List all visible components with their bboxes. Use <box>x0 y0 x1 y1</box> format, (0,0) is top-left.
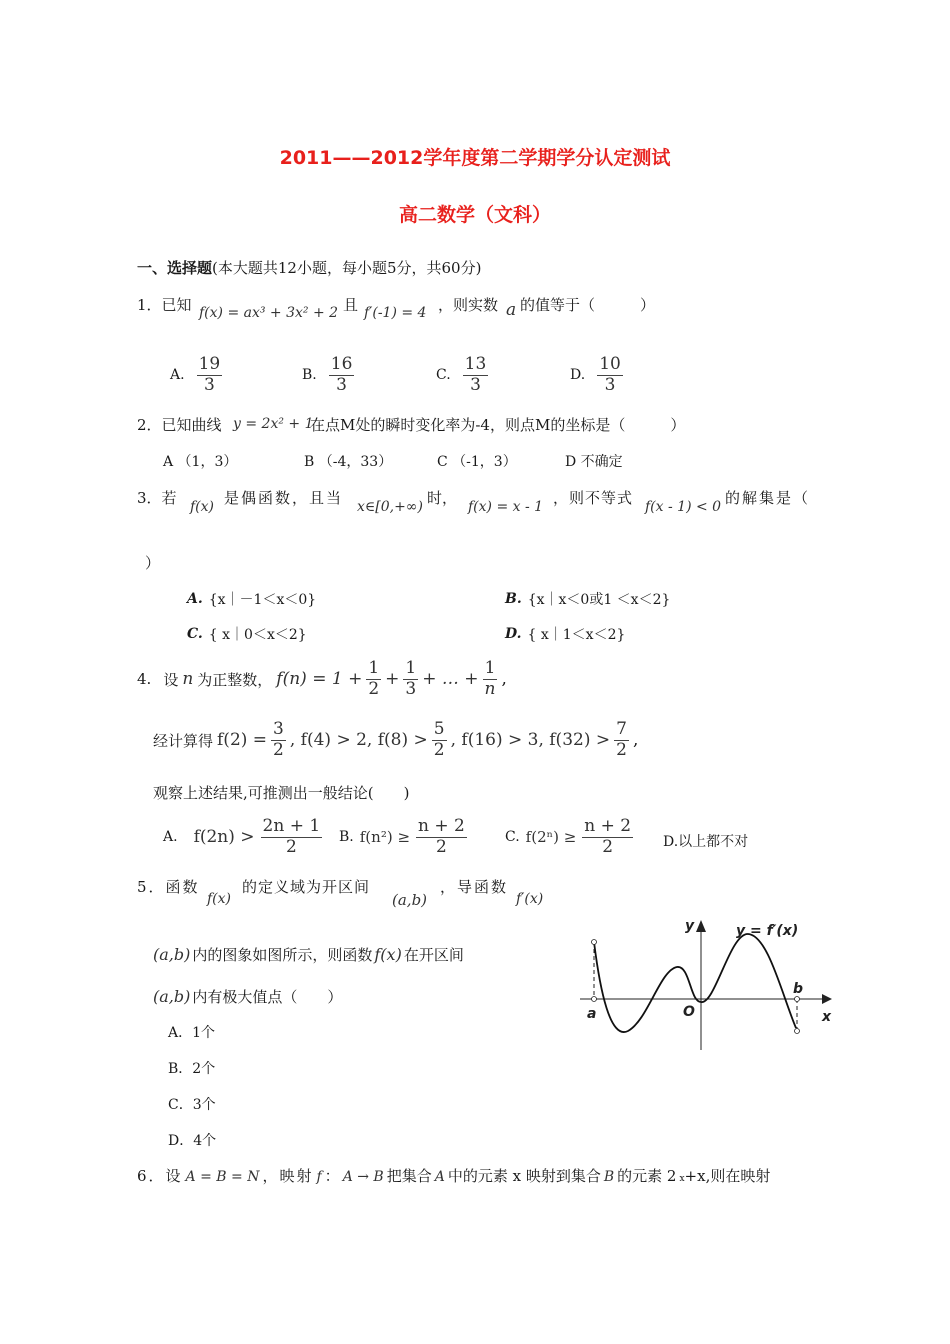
q3-option-d-label: D. <box>505 626 522 642</box>
q4-option-d[interactable]: D.以上都不对 <box>663 834 749 850</box>
q1-option-c-frac <box>463 355 489 395</box>
q4-frac-half <box>366 659 381 699</box>
q1-option-b-num: 16 <box>330 354 353 374</box>
q3-close: ） <box>145 554 161 572</box>
q4-option-a-num: 2n + 1 <box>262 816 321 836</box>
q5-f: f(x) <box>207 891 232 907</box>
endpoint-b-curve <box>795 1029 800 1034</box>
q4-option-b-num: n + 2 <box>418 816 465 836</box>
endpoint-a-axis <box>592 997 597 1002</box>
q4-option-b-label: B. <box>339 829 354 846</box>
q3-option-a-text: {x｜－1＜x＜0} <box>208 592 317 608</box>
q6-number: 6．设 <box>137 1167 183 1185</box>
q4-t1: 设 <box>163 670 179 689</box>
q1-option-c[interactable] <box>436 355 488 395</box>
graph-b-label: b <box>793 981 804 997</box>
q1-option-d-num: 10 <box>599 354 621 374</box>
q4-mid2: , f(16) > 3, f(32) > <box>450 730 611 751</box>
q4-comma: , <box>501 669 507 690</box>
q3-option-d[interactable] <box>505 624 625 644</box>
q4-option-a-expr: f(2n) > <box>193 827 255 848</box>
q6-B: B <box>603 1169 615 1185</box>
q6-A: A <box>434 1169 445 1185</box>
x-axis-arrow <box>822 994 832 1004</box>
q4-number: 4. <box>137 670 152 689</box>
q4-option-b-frac <box>416 817 467 857</box>
q4-n: n <box>182 669 194 690</box>
q4-frac-third <box>403 659 418 699</box>
q4-option-c-expr: f(2ⁿ) ≥ <box>525 828 577 847</box>
q5-option-d[interactable]: D．4个 <box>168 1133 217 1149</box>
q4-frac-n-num: 1 <box>484 658 496 678</box>
q6-sets: A = B = N <box>185 1169 260 1185</box>
q2-text: 在点M处的瞬时变化率为-4，则点M的坐标是（ ） <box>310 416 686 434</box>
q5-line2-f: f(x) <box>374 945 402 964</box>
q1-option-b-den: 3 <box>336 374 347 395</box>
q5-fprime: f′(x) <box>516 891 544 907</box>
q4-frac-7-2 <box>614 720 629 760</box>
q3-t1: 是偶函数，且当 <box>224 489 344 507</box>
q6-f: f <box>316 1169 322 1185</box>
q1-and: 且 <box>343 296 359 314</box>
q1-condition: f′(-1) = 4 <box>364 305 427 321</box>
section-title: 一、选择题 <box>137 259 213 277</box>
q3-option-a[interactable] <box>187 589 316 609</box>
q5-t1: 的定义域为开区间 <box>242 878 371 896</box>
q6-t4: 中的元素 x 映射到集合 <box>447 1167 601 1185</box>
q4-option-b-expr: f(n²) ≥ <box>359 828 411 847</box>
q4-frac-5-2-num: 5 <box>433 719 445 739</box>
q4-frac-n <box>483 659 498 699</box>
exam-subtitle: 高二数学（文科） <box>398 204 551 226</box>
q4-t2: 为正整数， <box>197 670 273 689</box>
q4-line2-comma: , <box>632 730 639 751</box>
graph-curve-label: y = f′(x) <box>736 923 799 939</box>
q4-option-a-den: 2 <box>285 836 297 857</box>
q2-option-d[interactable]: D 不确定 <box>565 454 623 470</box>
q4-dots: + … + <box>422 669 479 690</box>
q4-frac-7-2-den: 2 <box>616 739 627 760</box>
q4-f2: f(2) = <box>217 730 268 751</box>
q4-plus: + <box>385 669 400 690</box>
q3-option-c[interactable] <box>187 624 307 644</box>
q1-option-d-frac <box>597 355 623 395</box>
q5-line2-a: (a,b) <box>153 945 191 964</box>
q4-option-b-den: 2 <box>436 836 447 857</box>
q6-exp: x <box>679 1174 685 1184</box>
q4-frac-half-num: 1 <box>368 658 380 678</box>
q4-fn: f(n) = 1 + <box>276 669 363 690</box>
q4-frac-5-2 <box>432 720 447 760</box>
q3-def: f(x) = x - 1 <box>468 499 544 515</box>
q4-frac-half-den: 2 <box>368 678 380 699</box>
q1-option-d-label: D. <box>570 367 586 384</box>
q6-t2: ： <box>324 1167 340 1185</box>
q6-t3: 把集合 <box>386 1167 432 1185</box>
q5-line2-text: 内的图象如图所示，则函数 <box>192 946 373 964</box>
q5-line3-a: (a,b) <box>153 987 191 1006</box>
q6-line <box>137 1165 770 1186</box>
q3-ineq: f(x - 1) < 0 <box>645 499 722 515</box>
q5-option-c[interactable]: C．3个 <box>168 1097 216 1113</box>
q5-line2-b: 在开区间 <box>403 946 464 964</box>
q3-option-b-label: B. <box>505 591 522 607</box>
q6-t6: +x,则在映射 <box>684 1167 771 1185</box>
q1-option-b-frac <box>329 355 355 395</box>
q3-option-d-text: { x｜1＜x＜2} <box>527 627 626 643</box>
q5-option-b[interactable]: B．2个 <box>168 1061 216 1077</box>
q1-option-b[interactable] <box>302 355 354 395</box>
q4-frac-third-num: 1 <box>405 658 417 678</box>
q2-option-a[interactable]: A （1，3） <box>163 454 238 470</box>
q1-option-d-den: 3 <box>604 374 616 395</box>
q2-number: 2．已知曲线 <box>137 416 222 434</box>
q3-t4: 的解集是（ <box>725 489 811 507</box>
q1-option-a-label: A. <box>170 367 185 384</box>
question-1 <box>137 294 192 315</box>
section-note: (本大题共12小题，每小题5分，共60分) <box>212 259 482 277</box>
y-axis-arrow <box>696 920 706 932</box>
q3-t2: 时， <box>427 489 458 507</box>
derivative-curve <box>594 934 796 1032</box>
q4-option-c[interactable] <box>505 817 633 857</box>
q4-frac-3-2 <box>271 720 286 760</box>
q5-number: 5．函数 <box>137 878 200 896</box>
q3-option-a-label: A. <box>187 591 203 607</box>
q1-option-d[interactable] <box>570 355 623 395</box>
q4-frac-3-2-den: 2 <box>273 739 284 760</box>
section-heading <box>137 257 481 278</box>
q3-option-b-text: {x｜x＜0或1 ＜x＜2} <box>527 592 671 608</box>
q4-option-c-den: 2 <box>602 836 614 857</box>
q6-map: A → B <box>342 1169 384 1185</box>
q4-line1 <box>137 659 507 699</box>
q1-ask: 的值等于（ ） <box>520 296 656 314</box>
endpoint-a-curve <box>592 940 597 945</box>
q3-t3: ，则不等式 <box>553 489 634 507</box>
q4-frac-5-2-den: 2 <box>433 739 445 760</box>
q3-f: f(x) <box>190 499 215 515</box>
q4-option-c-num: n + 2 <box>584 816 632 836</box>
q3-option-b[interactable] <box>505 589 670 609</box>
endpoint-b-axis <box>795 997 800 1002</box>
q4-option-a-frac <box>261 817 323 857</box>
q1-option-a[interactable] <box>170 355 222 395</box>
q4-option-a[interactable] <box>163 817 322 857</box>
q1-option-b-label: B. <box>302 367 317 384</box>
q1-tail: ，则实数 <box>438 296 499 314</box>
q2-option-c[interactable]: C （-1，3） <box>437 454 517 470</box>
q4-option-a-label: A. <box>163 829 178 846</box>
q1-option-a-num: 19 <box>198 354 221 374</box>
graph-y-label: y <box>685 918 695 934</box>
q5-line3-text: 内有极大值点（ ） <box>192 988 343 1006</box>
q1-option-c-label: C. <box>436 367 451 384</box>
q1-function: f(x) = ax³ + 3x² + 2 <box>199 305 339 321</box>
q4-frac-7-2-num: 7 <box>616 719 627 739</box>
q6-t5: 的元素 2 <box>617 1167 677 1185</box>
q3-domain: x∈[0,+∞) <box>357 499 423 515</box>
q3-number: 3．若 <box>137 489 177 507</box>
q5-t2: ，导函数 <box>440 878 509 896</box>
q5-interval: (a,b) <box>392 891 428 909</box>
derivative-graph <box>570 910 845 1060</box>
q4-option-c-label: C. <box>505 829 520 846</box>
q1-option-a-den: 3 <box>203 374 215 395</box>
q4-frac-3-2-num: 3 <box>273 719 284 739</box>
q3-option-c-text: { x｜0＜x＜2} <box>208 627 307 643</box>
q1-number: 1．已知 <box>137 296 192 314</box>
graph-o-label: O <box>683 1004 695 1020</box>
q4-option-b[interactable] <box>339 817 467 857</box>
q4-option-c-frac <box>582 817 633 857</box>
q1-option-c-num: 13 <box>464 354 487 374</box>
exam-title: 2011——2012学年度第二学期学分认定测试 <box>279 147 671 169</box>
q3-option-c-label: C. <box>187 626 203 642</box>
q1-option-c-den: 3 <box>470 374 481 395</box>
q2-option-b[interactable]: B （-4，33） <box>304 454 393 470</box>
q4-mid1: , f(4) > 2, f(8) > <box>289 730 428 751</box>
q4-line2-lead: 经计算得 <box>153 731 214 750</box>
q1-option-a-frac <box>197 355 223 395</box>
q4-frac-n-den: n <box>484 678 496 699</box>
q1-var: a <box>506 300 517 320</box>
q5-line3 <box>153 986 342 1007</box>
q6-t1: ，映射 <box>262 1167 314 1185</box>
q4-frac-third-den: 3 <box>405 678 417 699</box>
q4-line3: 观察上述结果,可推测出一般结论( ) <box>153 784 410 802</box>
q4-line2 <box>153 720 638 760</box>
q5-option-a[interactable]: A．1个 <box>168 1025 216 1041</box>
q5-line2 <box>153 944 464 965</box>
q2-function: y = 2x² + 1 <box>233 416 314 432</box>
graph-a-label: a <box>587 1006 597 1022</box>
graph-x-label: x <box>822 1009 832 1025</box>
